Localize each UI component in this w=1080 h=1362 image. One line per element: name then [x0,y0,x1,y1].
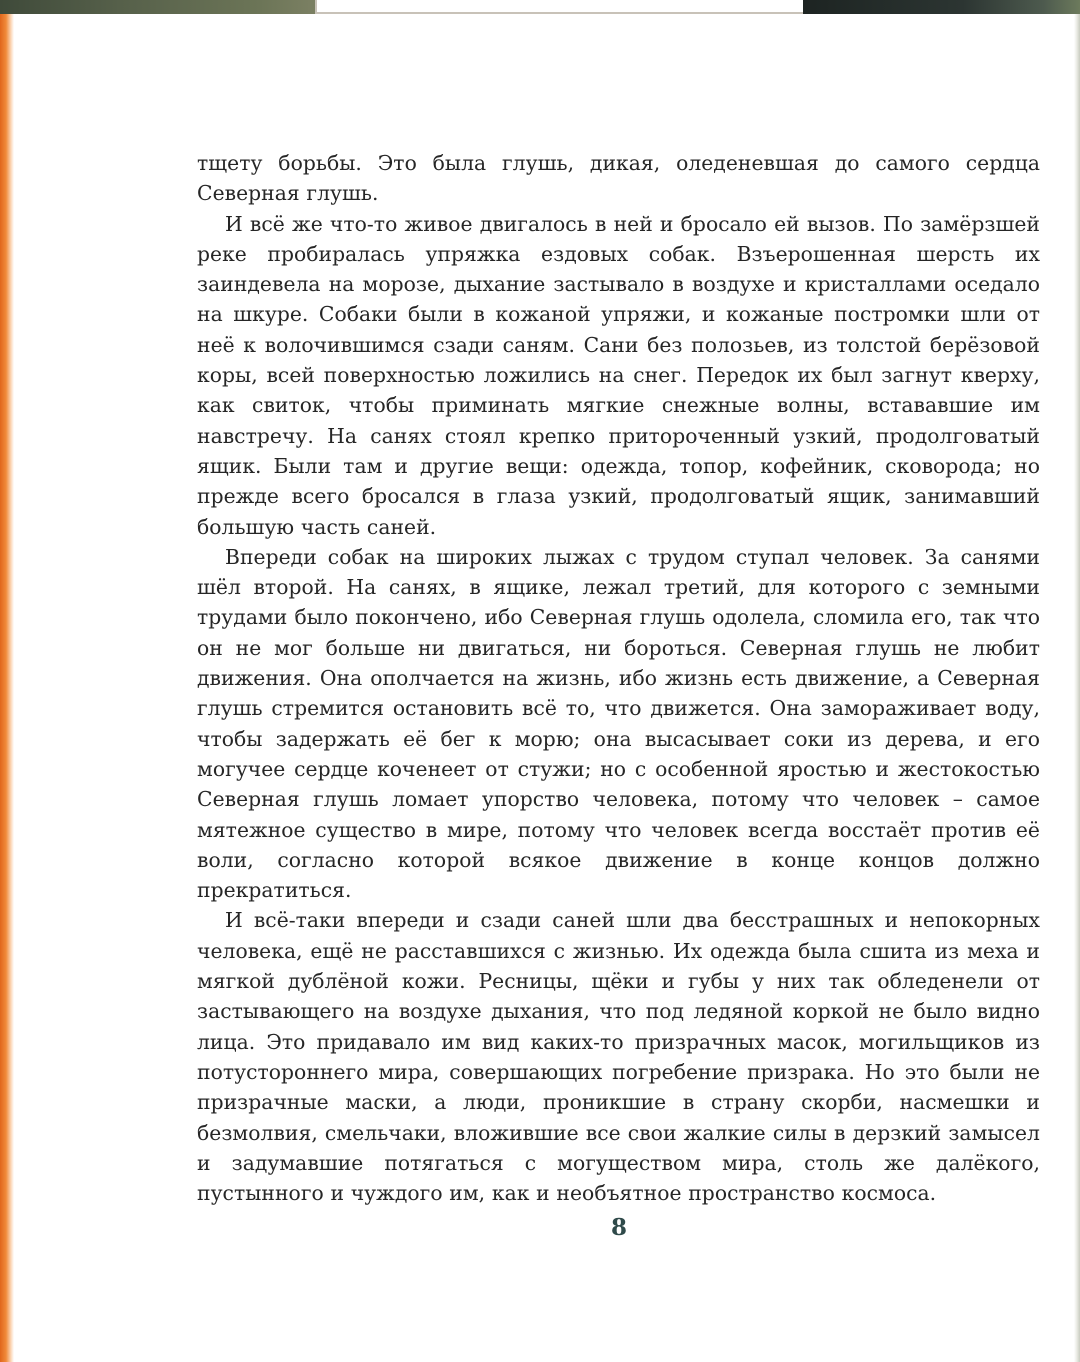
paragraph-4: И всё-таки впереди и сзади саней шли два бесстрашных и непокорных человека, ещё не расставшихся с жизнью. Их одежда была сшита из меха и мягкой дублёной кожи. Ресницы, щёки и губы у них так обледенели от застывающего на воздухе дыхания, что под ледяной коркой не было видно лица. Это придавало им вид каких-то призрачных масок, могильщиков из потустороннего мира, совершающих погребение призрака. Но это были не призрачные маски, а люди, проникшие в страну скорби, насмешки и безмолвия, смельчаки, вложившие все свои жалкие силы в дерзкий замысел и задумавшие потягаться с могуществом мира, столь же далёкого, пустынного и чуждого им, как и необъятное пространство космоса. [197,908,1040,1206]
page-text-body [197,148,1040,1208]
book-edge-right [1074,14,1080,1362]
paragraph-1: тщету борьбы. Это была глушь, дикая, оледеневшая до самого сердца Северная глушь. [197,151,1040,206]
book-edge-left [0,0,14,1362]
page-top-tab [315,0,807,14]
paragraph-2: И всё же что-то живое двигалось в ней и бросало ей вызов. По замёрзшей реке пробиралась упряжка ездовых собак. Взъерошенная шерсть их заиндевела на морозе, дыхание застывало в воздухе и кристаллами оседало на шкуре. Собаки были в кожаной упряжи, и кожаные постромки шли от неё к волочившимся сзади саням. Сани без полозьев, из толстой берёзовой коры, всей поверхностью ложились на снег. Передок их был загнут кверху, как свиток, чтобы приминать мягкие снежные волны, встававшие им навстречу. На санях стоял крепко притороченный узкий, продолговатый ящик. Были там и другие вещи: одежда, топор, кофейник, сковорода; но прежде всего бросался в глаза узкий, продолговатый ящик, занимавший большую часть саней. [197,211,1040,539]
paragraph-3: Впереди собак на широких лыжах с трудом ступал человек. За санями шёл второй. На санях, в ящике, лежал третий, для которого с земными трудами было покончено, ибо Северная глушь одолела, сломила его, так что он не мог больше ни двигаться, ни бороться. Северная глушь не любит движения. Она ополчается на жизнь, ибо жизнь есть движение, а Северная глушь стремится остановить всё то, что движется. Она замораживает воду, чтобы задержать её бег к морю; она высасывает соки из дерева, и его могучее сердце коченеет от стужи; но с особенной яростью и жестокостью Северная глушь ломает упорство человека, потому что человек – самое мятежное существо в мире, потому что человек всегда восстаёт против её воли, согласно которой всякое движение в конце концов должно прекратиться. [197,544,1040,903]
book-edge-top-right [803,0,1080,14]
page-number: 8 [610,1214,627,1241]
